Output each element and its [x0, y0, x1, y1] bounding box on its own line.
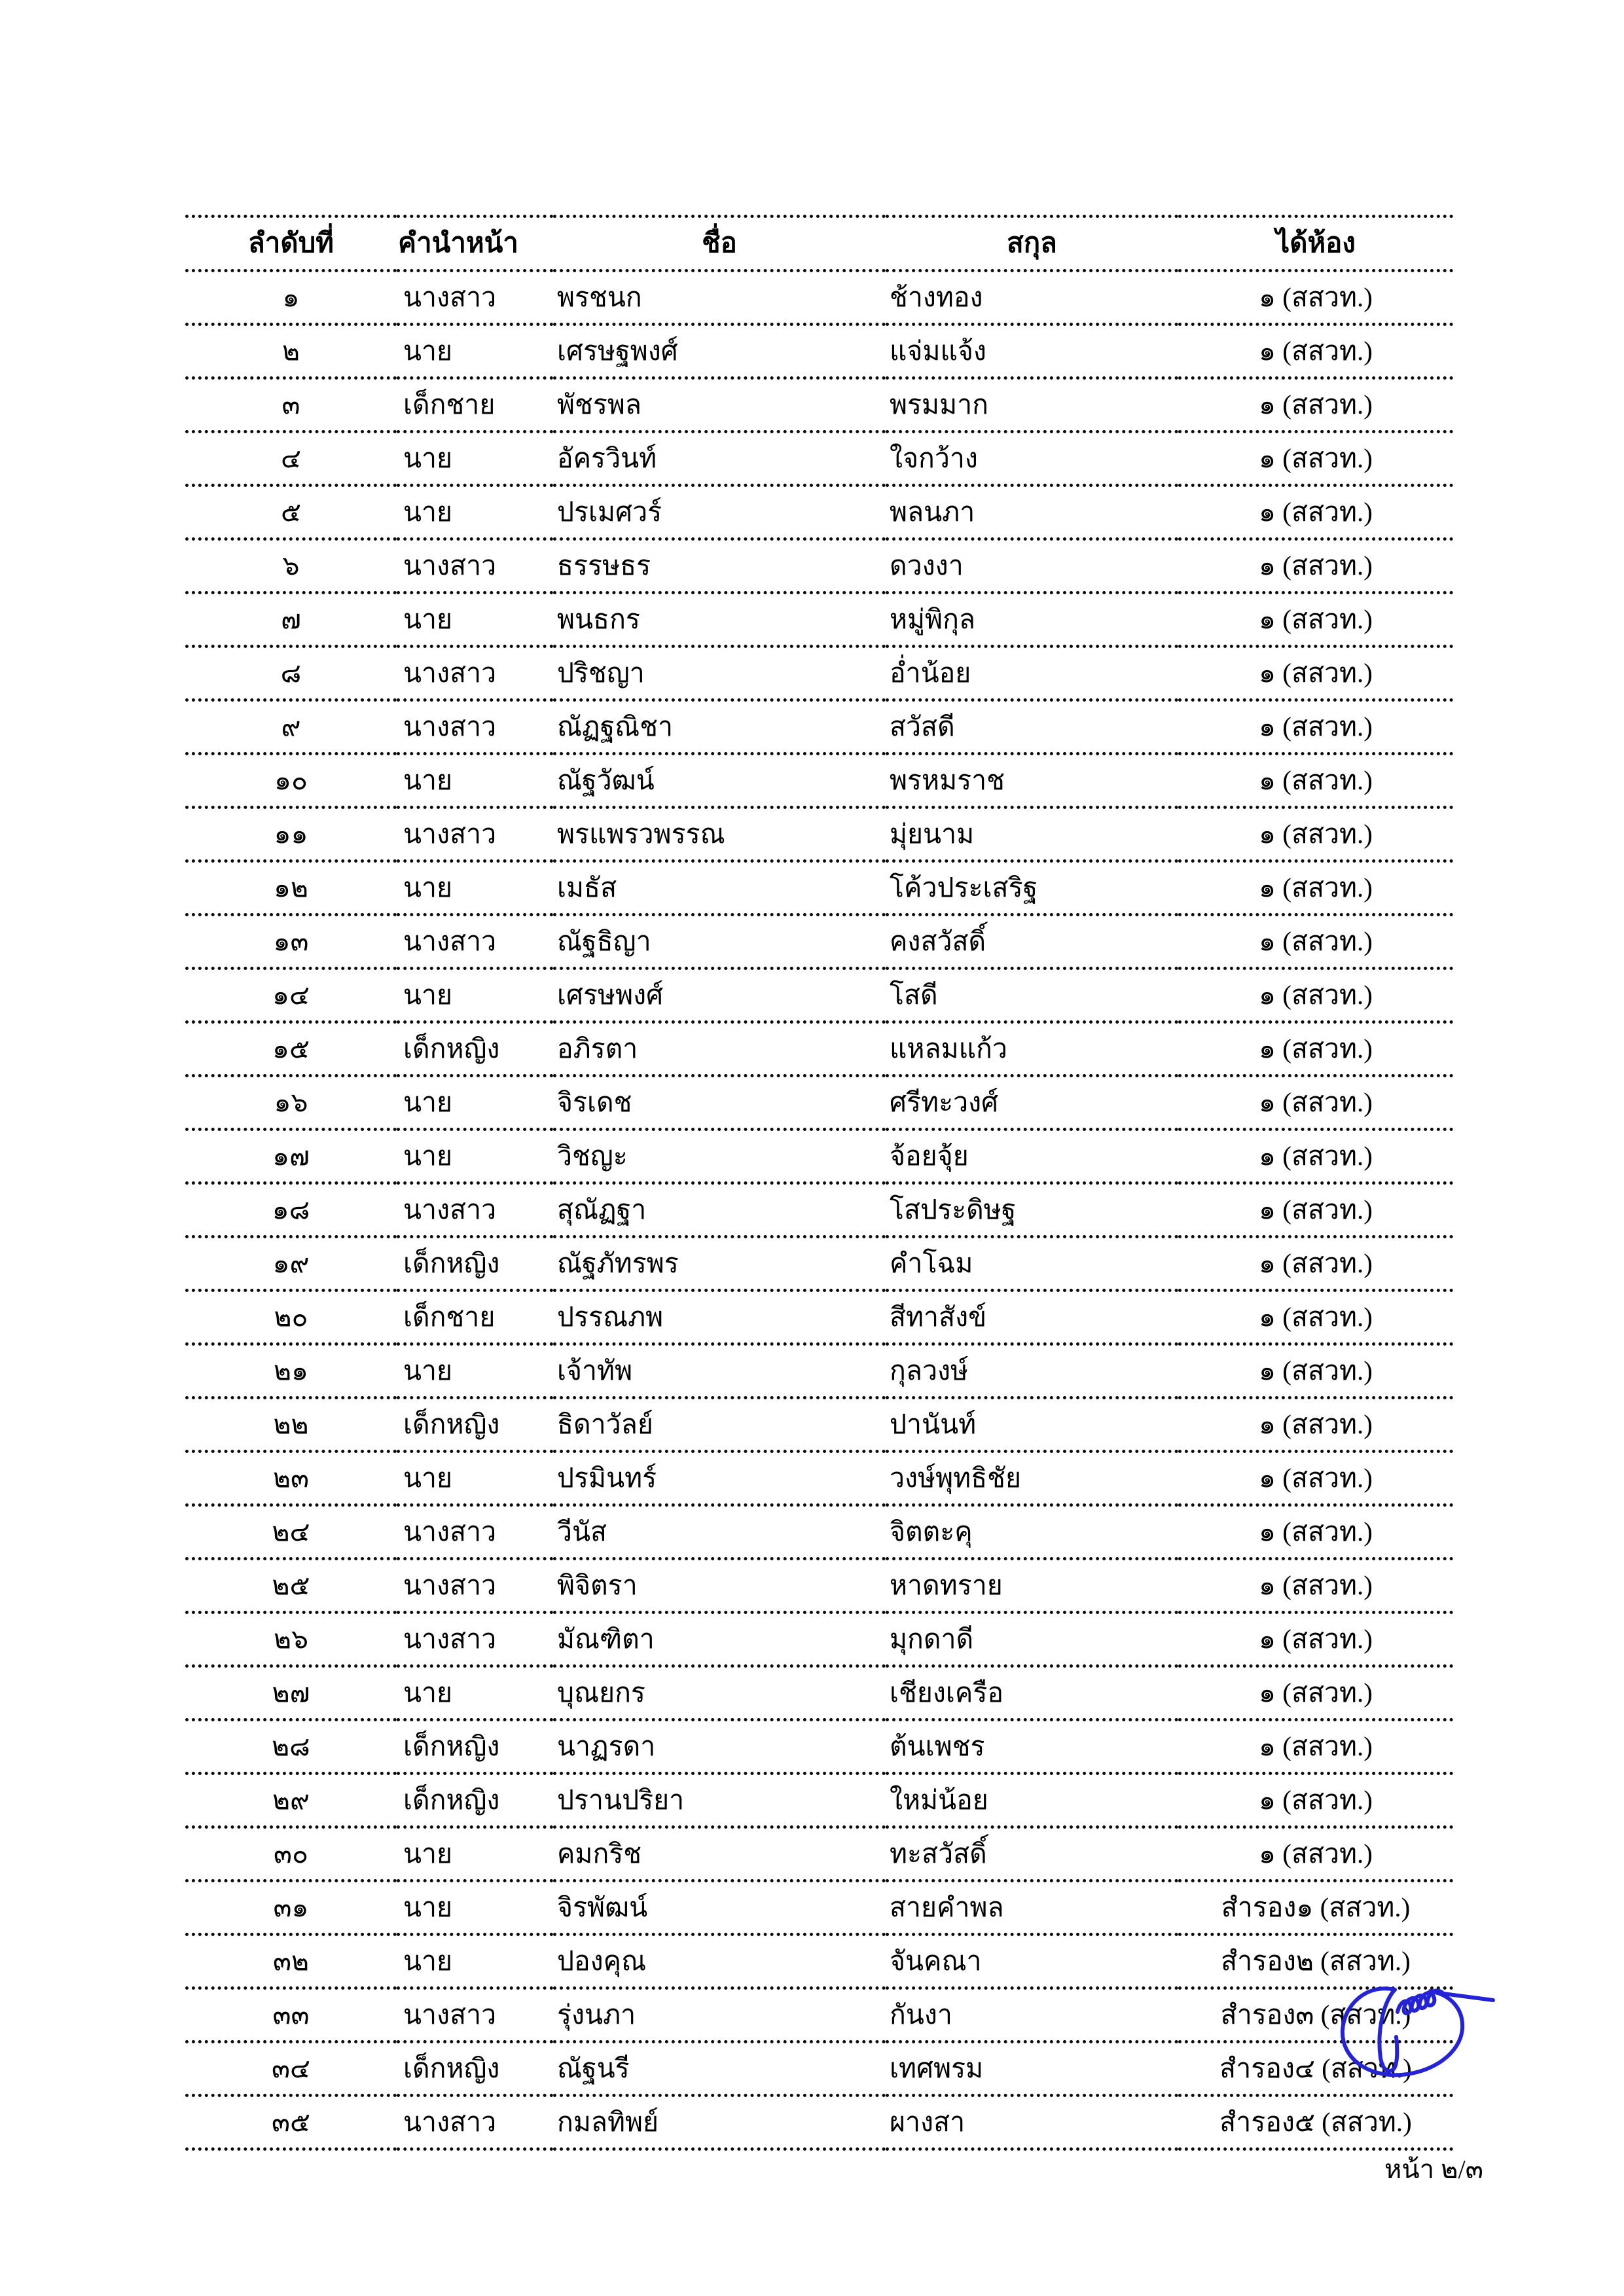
first-name-cell: นาฏรดา — [553, 1720, 886, 1774]
first-name-cell: ปรรณภพ — [553, 1291, 886, 1344]
student-row — [185, 1720, 1453, 1774]
header-prefix: คำนำหน้า — [397, 217, 553, 271]
student-row — [185, 1291, 1453, 1344]
last-name-cell: จันคณา — [886, 1935, 1178, 1988]
prefix-cell: นาย — [397, 486, 553, 539]
first-name-cell: อภิรตา — [553, 1022, 886, 1076]
prefix-cell: นาย — [397, 1344, 553, 1398]
first-name-cell: ธรรษธร — [553, 539, 886, 593]
last-name-cell: ต้นเพชร — [886, 1720, 1178, 1774]
first-name-cell: ปริชญา — [553, 647, 886, 700]
room-cell: ๑ (สสวท.) — [1178, 1237, 1453, 1291]
prefix-cell: นางสาว — [397, 647, 553, 700]
first-name-cell: เมธัส — [553, 861, 886, 915]
room-cell: ๑ (สสวท.) — [1178, 969, 1453, 1022]
first-name-cell: วิชญะ — [553, 1130, 886, 1183]
first-name-cell: พิจิตรา — [553, 1559, 886, 1613]
order-number-cell: ๒๘ — [185, 1720, 397, 1774]
student-row — [185, 1130, 1453, 1183]
student-row — [185, 1398, 1453, 1452]
header-first-name: ชื่อ — [553, 217, 886, 271]
prefix-cell: นาย — [397, 325, 553, 378]
room-cell: ๑ (สสวท.) — [1178, 378, 1453, 432]
student-row — [185, 1774, 1453, 1827]
first-name-cell: เศรษพงศ์ — [553, 969, 886, 1022]
prefix-cell: เด็กหญิง — [397, 1720, 553, 1774]
first-name-cell: วีนัส — [553, 1505, 886, 1559]
last-name-cell: คงสวัสดิ์ — [886, 915, 1178, 969]
room-cell: สำรอง๔ (สสวท.) — [1178, 2042, 1453, 2096]
room-cell: สำรอง๓ (สสวท.) — [1178, 1988, 1453, 2042]
room-cell: ๑ (สสวท.) — [1178, 271, 1453, 325]
order-number-cell: ๒ — [185, 325, 397, 378]
prefix-cell: นาย — [397, 432, 553, 486]
student-row — [185, 1183, 1453, 1237]
prefix-cell: นางสาว — [397, 1559, 553, 1613]
first-name-cell: ปรมินทร์ — [553, 1452, 886, 1505]
room-cell: สำรอง๑ (สสวท.) — [1178, 1881, 1453, 1935]
room-cell: ๑ (สสวท.) — [1178, 1076, 1453, 1130]
order-number-cell: ๒๖ — [185, 1613, 397, 1666]
room-cell: ๑ (สสวท.) — [1178, 325, 1453, 378]
order-number-cell: ๙ — [185, 700, 397, 754]
first-name-cell: พัชรพล — [553, 378, 886, 432]
student-row — [185, 593, 1453, 647]
order-number-cell: ๓๕ — [185, 2096, 397, 2149]
prefix-cell: นางสาว — [397, 1183, 553, 1237]
last-name-cell: ดวงงา — [886, 539, 1178, 593]
room-cell: ๑ (สสวท.) — [1178, 539, 1453, 593]
student-row — [185, 1076, 1453, 1130]
order-number-cell: ๑๙ — [185, 1237, 397, 1291]
last-name-cell: กันงา — [886, 1988, 1178, 2042]
student-row — [185, 861, 1453, 915]
last-name-cell: วงษ์พุทธิชัย — [886, 1452, 1178, 1505]
last-name-cell: แหลมแก้ว — [886, 1022, 1178, 1076]
student-row — [185, 2096, 1453, 2149]
table-header-row — [185, 217, 1453, 271]
order-number-cell: ๖ — [185, 539, 397, 593]
prefix-cell: นางสาว — [397, 1613, 553, 1666]
prefix-cell: นางสาว — [397, 2096, 553, 2149]
prefix-cell: นาย — [397, 969, 553, 1022]
student-row — [185, 1613, 1453, 1666]
order-number-cell: ๒๐ — [185, 1291, 397, 1344]
prefix-cell: นาย — [397, 593, 553, 647]
prefix-cell: นางสาว — [397, 271, 553, 325]
room-cell: ๑ (สสวท.) — [1178, 1827, 1453, 1881]
room-cell: ๑ (สสวท.) — [1178, 593, 1453, 647]
room-cell: ๑ (สสวท.) — [1178, 1452, 1453, 1505]
room-cell: สำรอง๒ (สสวท.) — [1178, 1935, 1453, 1988]
room-cell: ๑ (สสวท.) — [1178, 808, 1453, 861]
student-row — [185, 1022, 1453, 1076]
first-name-cell: เศรษฐพงศ์ — [553, 325, 886, 378]
room-cell: ๑ (สสวท.) — [1178, 1613, 1453, 1666]
last-name-cell: ผางสา — [886, 2096, 1178, 2149]
last-name-cell: เชียงเครือ — [886, 1666, 1178, 1720]
first-name-cell: เจ้าทัพ — [553, 1344, 886, 1398]
last-name-cell: พลนภา — [886, 486, 1178, 539]
prefix-cell: นาย — [397, 861, 553, 915]
order-number-cell: ๑๒ — [185, 861, 397, 915]
prefix-cell: นาย — [397, 1881, 553, 1935]
first-name-cell: ณัฐธิญา — [553, 915, 886, 969]
first-name-cell: สุณัฏฐา — [553, 1183, 886, 1237]
order-number-cell: ๒๒ — [185, 1398, 397, 1452]
prefix-cell: นาย — [397, 1827, 553, 1881]
order-number-cell: ๓ — [185, 378, 397, 432]
last-name-cell: หมู่พิกุล — [886, 593, 1178, 647]
last-name-cell: พรมมาก — [886, 378, 1178, 432]
order-number-cell: ๓๐ — [185, 1827, 397, 1881]
student-row — [185, 915, 1453, 969]
prefix-cell: นาย — [397, 1935, 553, 1988]
last-name-cell: สายคำพล — [886, 1881, 1178, 1935]
header-room: ได้ห้อง — [1178, 217, 1453, 271]
prefix-cell: นาย — [397, 1452, 553, 1505]
header-order-number: ลำดับที่ — [185, 217, 397, 271]
prefix-cell: นางสาว — [397, 1505, 553, 1559]
student-row — [185, 378, 1453, 432]
first-name-cell: ธิดาวัลย์ — [553, 1398, 886, 1452]
prefix-cell: นางสาว — [397, 808, 553, 861]
room-cell: ๑ (สสวท.) — [1178, 432, 1453, 486]
first-name-cell: ปองคุณ — [553, 1935, 886, 1988]
student-roster-table — [185, 215, 1453, 2151]
room-cell: ๑ (สสวท.) — [1178, 486, 1453, 539]
prefix-cell: นางสาว — [397, 1988, 553, 2042]
last-name-cell: สีทาสังข์ — [886, 1291, 1178, 1344]
room-cell: ๑ (สสวท.) — [1178, 1720, 1453, 1774]
student-row — [185, 1881, 1453, 1935]
prefix-cell: นางสาว — [397, 700, 553, 754]
last-name-cell: จิตตะคุ — [886, 1505, 1178, 1559]
first-name-cell: ณัฐวัฒน์ — [553, 754, 886, 808]
last-name-cell: ช้างทอง — [886, 271, 1178, 325]
first-name-cell: มัณฑิตา — [553, 1613, 886, 1666]
student-row — [185, 432, 1453, 486]
student-row — [185, 1666, 1453, 1720]
first-name-cell: จิรพัฒน์ — [553, 1881, 886, 1935]
prefix-cell: เด็กชาย — [397, 1291, 553, 1344]
order-number-cell: ๓๑ — [185, 1881, 397, 1935]
order-number-cell: ๑๗ — [185, 1130, 397, 1183]
student-row — [185, 486, 1453, 539]
first-name-cell: อัครวินท์ — [553, 432, 886, 486]
room-cell: ๑ (สสวท.) — [1178, 754, 1453, 808]
prefix-cell: นางสาว — [397, 915, 553, 969]
order-number-cell: ๔ — [185, 432, 397, 486]
room-cell: ๑ (สสวท.) — [1178, 1130, 1453, 1183]
order-number-cell: ๑๓ — [185, 915, 397, 969]
student-row — [185, 969, 1453, 1022]
order-number-cell: ๒๔ — [185, 1505, 397, 1559]
order-number-cell: ๑๐ — [185, 754, 397, 808]
first-name-cell: บุณยกร — [553, 1666, 886, 1720]
last-name-cell: พรหมราช — [886, 754, 1178, 808]
student-row — [185, 1452, 1453, 1505]
room-cell: สำรอง๕ (สสวท.) — [1178, 2096, 1453, 2149]
order-number-cell: ๑๔ — [185, 969, 397, 1022]
first-name-cell: พนธกร — [553, 593, 886, 647]
room-cell: ๑ (สสวท.) — [1178, 1666, 1453, 1720]
last-name-cell: ศรีทะวงศ์ — [886, 1076, 1178, 1130]
student-row — [185, 2042, 1453, 2096]
room-cell: ๑ (สสวท.) — [1178, 1183, 1453, 1237]
last-name-cell: ปานันท์ — [886, 1398, 1178, 1452]
student-row — [185, 325, 1453, 378]
last-name-cell: เทศพรม — [886, 2042, 1178, 2096]
last-name-cell: สวัสดี — [886, 700, 1178, 754]
order-number-cell: ๑๖ — [185, 1076, 397, 1130]
last-name-cell: โสดี — [886, 969, 1178, 1022]
student-row — [185, 1827, 1453, 1881]
first-name-cell: ณัฐภัทรพร — [553, 1237, 886, 1291]
order-number-cell: ๓๔ — [185, 2042, 397, 2096]
prefix-cell: เด็กหญิง — [397, 1237, 553, 1291]
student-row — [185, 1505, 1453, 1559]
student-row — [185, 647, 1453, 700]
order-number-cell: ๓๓ — [185, 1988, 397, 2042]
first-name-cell: พรชนก — [553, 271, 886, 325]
room-cell: ๑ (สสวท.) — [1178, 1774, 1453, 1827]
order-number-cell: ๒๑ — [185, 1344, 397, 1398]
order-number-cell: ๑๑ — [185, 808, 397, 861]
room-cell: ๑ (สสวท.) — [1178, 1559, 1453, 1613]
first-name-cell: รุ่งนภา — [553, 1988, 886, 2042]
last-name-cell: โค้วประเสริฐ — [886, 861, 1178, 915]
last-name-cell: คำโฉม — [886, 1237, 1178, 1291]
student-row — [185, 1988, 1453, 2042]
student-row — [185, 808, 1453, 861]
header-last-name: สกุล — [886, 217, 1178, 271]
prefix-cell: เด็กหญิง — [397, 1022, 553, 1076]
room-cell: ๑ (สสวท.) — [1178, 1022, 1453, 1076]
prefix-cell: นาย — [397, 1666, 553, 1720]
room-cell: ๑ (สสวท.) — [1178, 1291, 1453, 1344]
order-number-cell: ๕ — [185, 486, 397, 539]
order-number-cell: ๘ — [185, 647, 397, 700]
first-name-cell: คมกริช — [553, 1827, 886, 1881]
last-name-cell: มุกดาดี — [886, 1613, 1178, 1666]
student-row — [185, 271, 1453, 325]
order-number-cell: ๑๕ — [185, 1022, 397, 1076]
student-row — [185, 1559, 1453, 1613]
prefix-cell: เด็กหญิง — [397, 1774, 553, 1827]
prefix-cell: เด็กชาย — [397, 378, 553, 432]
prefix-cell: นาย — [397, 1076, 553, 1130]
room-cell: ๑ (สสวท.) — [1178, 915, 1453, 969]
prefix-cell: นาย — [397, 1130, 553, 1183]
last-name-cell: จ้อยจุ้ย — [886, 1130, 1178, 1183]
student-row — [185, 1935, 1453, 1988]
last-name-cell: ทะสวัสดิ์ — [886, 1827, 1178, 1881]
order-number-cell: ๓๒ — [185, 1935, 397, 1988]
last-name-cell: มุ่ยนาม — [886, 808, 1178, 861]
last-name-cell: กุลวงษ์ — [886, 1344, 1178, 1398]
first-name-cell: จิรเดช — [553, 1076, 886, 1130]
prefix-cell: เด็กหญิง — [397, 2042, 553, 2096]
table-body — [185, 271, 1453, 2149]
order-number-cell: ๑๘ — [185, 1183, 397, 1237]
prefix-cell: เด็กหญิง — [397, 1398, 553, 1452]
first-name-cell: ณัฐนรี — [553, 2042, 886, 2096]
room-cell: ๑ (สสวท.) — [1178, 861, 1453, 915]
order-number-cell: ๒๕ — [185, 1559, 397, 1613]
student-row — [185, 539, 1453, 593]
student-row — [185, 754, 1453, 808]
last-name-cell: ใจกว้าง — [886, 432, 1178, 486]
page-number: หน้า ๒/๓ — [1384, 2155, 1483, 2184]
first-name-cell: ปรเมศวร์ — [553, 486, 886, 539]
first-name-cell: ณัฏฐณิชา — [553, 700, 886, 754]
prefix-cell: นางสาว — [397, 539, 553, 593]
last-name-cell: ใหม่น้อย — [886, 1774, 1178, 1827]
student-row — [185, 1237, 1453, 1291]
first-name-cell: ปรานปริยา — [553, 1774, 886, 1827]
last-name-cell: อ่ำน้อย — [886, 647, 1178, 700]
room-cell: ๑ (สสวท.) — [1178, 1505, 1453, 1559]
room-cell: ๑ (สสวท.) — [1178, 1344, 1453, 1398]
room-cell: ๑ (สสวท.) — [1178, 647, 1453, 700]
order-number-cell: ๒๓ — [185, 1452, 397, 1505]
room-cell: ๑ (สสวท.) — [1178, 700, 1453, 754]
room-cell: ๑ (สสวท.) — [1178, 1398, 1453, 1452]
first-name-cell: พรแพรวพรรณ — [553, 808, 886, 861]
order-number-cell: ๒๗ — [185, 1666, 397, 1720]
last-name-cell: โสประดิษฐ — [886, 1183, 1178, 1237]
order-number-cell: ๑ — [185, 271, 397, 325]
last-name-cell: หาดทราย — [886, 1559, 1178, 1613]
first-name-cell: กมลทิพย์ — [553, 2096, 886, 2149]
student-row — [185, 700, 1453, 754]
prefix-cell: นาย — [397, 754, 553, 808]
student-row — [185, 1344, 1453, 1398]
last-name-cell: แจ่มแจ้ง — [886, 325, 1178, 378]
order-number-cell: ๗ — [185, 593, 397, 647]
order-number-cell: ๒๙ — [185, 1774, 397, 1827]
